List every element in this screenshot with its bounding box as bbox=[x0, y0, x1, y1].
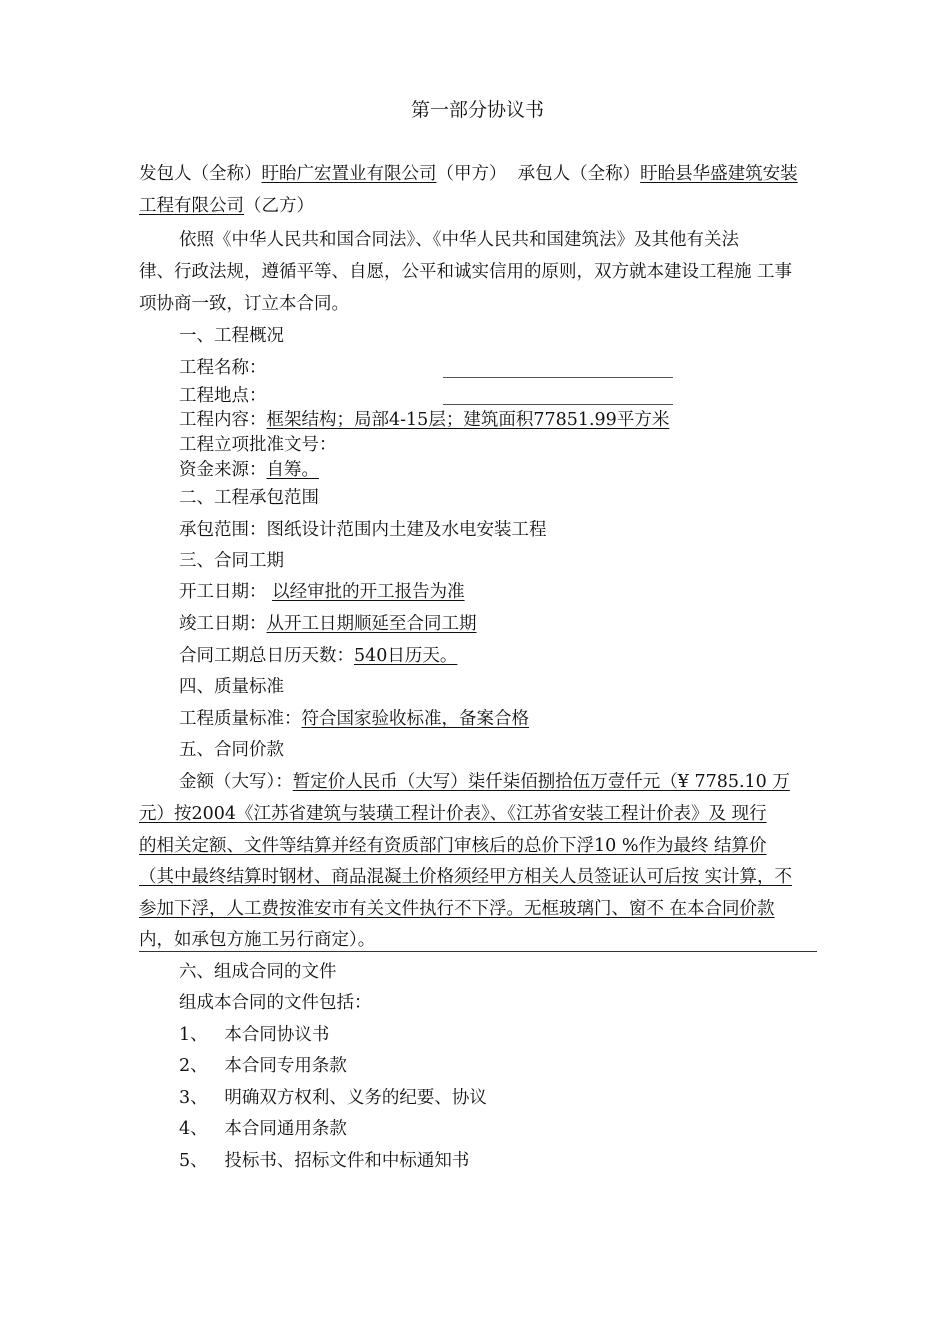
amount-line: 内，如承包方施工另行商定）。 bbox=[139, 930, 376, 950]
end-date-value: 从开工日期顺延至合同工期 bbox=[266, 614, 477, 634]
scope-text: 承包范围：图纸设计范围内土建及水电安装工程 bbox=[179, 520, 547, 540]
project-content-label: 工程内容： bbox=[179, 410, 267, 430]
preamble-line: 律、行政法规，遵循平等、自愿，公平和诚实信用的原则，双方就本建设工程施 工事 bbox=[139, 262, 793, 282]
list-number: 1、 bbox=[179, 1025, 208, 1045]
document-list-item bbox=[179, 1149, 469, 1173]
amount-line bbox=[179, 770, 790, 794]
section-heading-overview: 一、工程概况 bbox=[179, 326, 284, 346]
list-text: 本合同协议书 bbox=[224, 1025, 330, 1045]
amount-line: 元）按2004《江苏省建筑与装璜工程计价表》、《江苏省安装工程计价表》及 现行 bbox=[139, 804, 767, 824]
documents-intro: 组成本合同的文件包括： bbox=[179, 993, 372, 1013]
fund-source-row bbox=[179, 458, 325, 482]
amount-line: 的相关定额、文件等结算并经有资质部门审核后的总价下浮10 %作为最终 结算价 bbox=[139, 836, 767, 856]
contractor-name-part2: 工程有限公司 bbox=[139, 196, 244, 216]
section-heading-scope: 二、工程承包范围 bbox=[179, 488, 319, 508]
list-text: 明确双方权利、义务的纪要、协议 bbox=[224, 1088, 487, 1108]
parties-line-2 bbox=[139, 194, 314, 218]
fund-source-label: 资金来源： bbox=[179, 460, 267, 480]
amount-label: 金额（大写）： bbox=[179, 772, 293, 792]
amount-text: 暂定价人民币（大写）柒仟柒佰捌拾伍万壹仟元（¥ 7785.10 万 bbox=[292, 772, 790, 792]
document-list-item bbox=[179, 1023, 329, 1047]
project-name-blank bbox=[443, 376, 673, 378]
project-location-blank bbox=[443, 403, 673, 405]
end-date-row bbox=[179, 612, 477, 636]
preamble-line: 项协商一致，订立本合同。 bbox=[139, 294, 349, 314]
approval-number-row bbox=[179, 433, 337, 457]
quality-standard-value: 符合国家验收标准，备案合格 bbox=[301, 709, 529, 729]
contractor-label: 承包人（全称） bbox=[517, 164, 641, 184]
start-date-label: 开工日期： bbox=[179, 582, 267, 602]
preamble-line: 依照《中华人民共和国合同法》、《中华人民共和国建筑法》及其他有关法 bbox=[179, 230, 739, 250]
employer-role: （甲方） bbox=[436, 164, 507, 184]
start-date-value: 以经审批的开工报告为准 bbox=[272, 582, 465, 602]
list-number: 3、 bbox=[179, 1088, 208, 1108]
section-heading-duration: 三、合同工期 bbox=[179, 551, 284, 571]
section-heading-price: 五、合同价款 bbox=[179, 740, 284, 760]
parties-line-1 bbox=[139, 162, 798, 186]
project-location-label: 工程地点： bbox=[179, 386, 267, 406]
list-number: 2、 bbox=[179, 1056, 208, 1076]
document-list-item bbox=[179, 1054, 347, 1078]
contractor-name-part1: 盱眙县华盛建筑安装 bbox=[640, 164, 798, 184]
project-name-label: 工程名称： bbox=[179, 358, 267, 378]
total-days-value: 540日历天。 bbox=[354, 646, 458, 666]
section-heading-quality: 四、质量标准 bbox=[179, 677, 284, 697]
project-content-value: 框架结构；局部4-15层；建筑面积77851.99平方米 bbox=[266, 410, 670, 430]
document-list-item bbox=[179, 1086, 487, 1110]
project-content-row bbox=[179, 408, 669, 432]
list-text: 本合同专用条款 bbox=[224, 1056, 347, 1076]
employer-name: 盱眙广宏置业有限公司 bbox=[261, 164, 437, 184]
employer-label: 发包人（全称） bbox=[139, 164, 262, 184]
contractor-role: （乙方） bbox=[244, 196, 314, 216]
list-number: 5、 bbox=[179, 1151, 208, 1171]
document-title: 第一部分协议书 bbox=[411, 99, 545, 121]
amount-line: （其中最终结算时钢材、商品混凝土价格须经甲方相关人员签证认可后按 实计算，不 bbox=[139, 867, 793, 887]
quality-standard-row bbox=[179, 707, 529, 731]
section-divider bbox=[139, 951, 817, 952]
total-days-row bbox=[179, 644, 457, 668]
list-number: 4、 bbox=[179, 1119, 208, 1139]
project-location-row bbox=[179, 384, 267, 408]
end-date-label: 竣工日期： bbox=[179, 614, 267, 634]
list-text: 投标书、招标文件和中标通知书 bbox=[224, 1151, 470, 1171]
total-days-label: 合同工期总日历天数： bbox=[179, 646, 354, 666]
amount-line: 参加下浮，人工费按淮安市有关文件执行不下浮。无框玻璃门、窗不 在本合同价款 bbox=[139, 899, 775, 919]
section-heading-documents: 六、组成合同的文件 bbox=[179, 962, 337, 982]
start-date-row bbox=[179, 580, 465, 604]
quality-standard-label: 工程质量标准： bbox=[179, 709, 302, 729]
project-name-row bbox=[179, 356, 267, 380]
fund-source-value: 自筹。 bbox=[266, 460, 319, 480]
list-text: 本合同通用条款 bbox=[224, 1119, 347, 1139]
document-list-item bbox=[179, 1117, 347, 1141]
approval-number-label: 工程立项批准文号： bbox=[179, 435, 337, 455]
